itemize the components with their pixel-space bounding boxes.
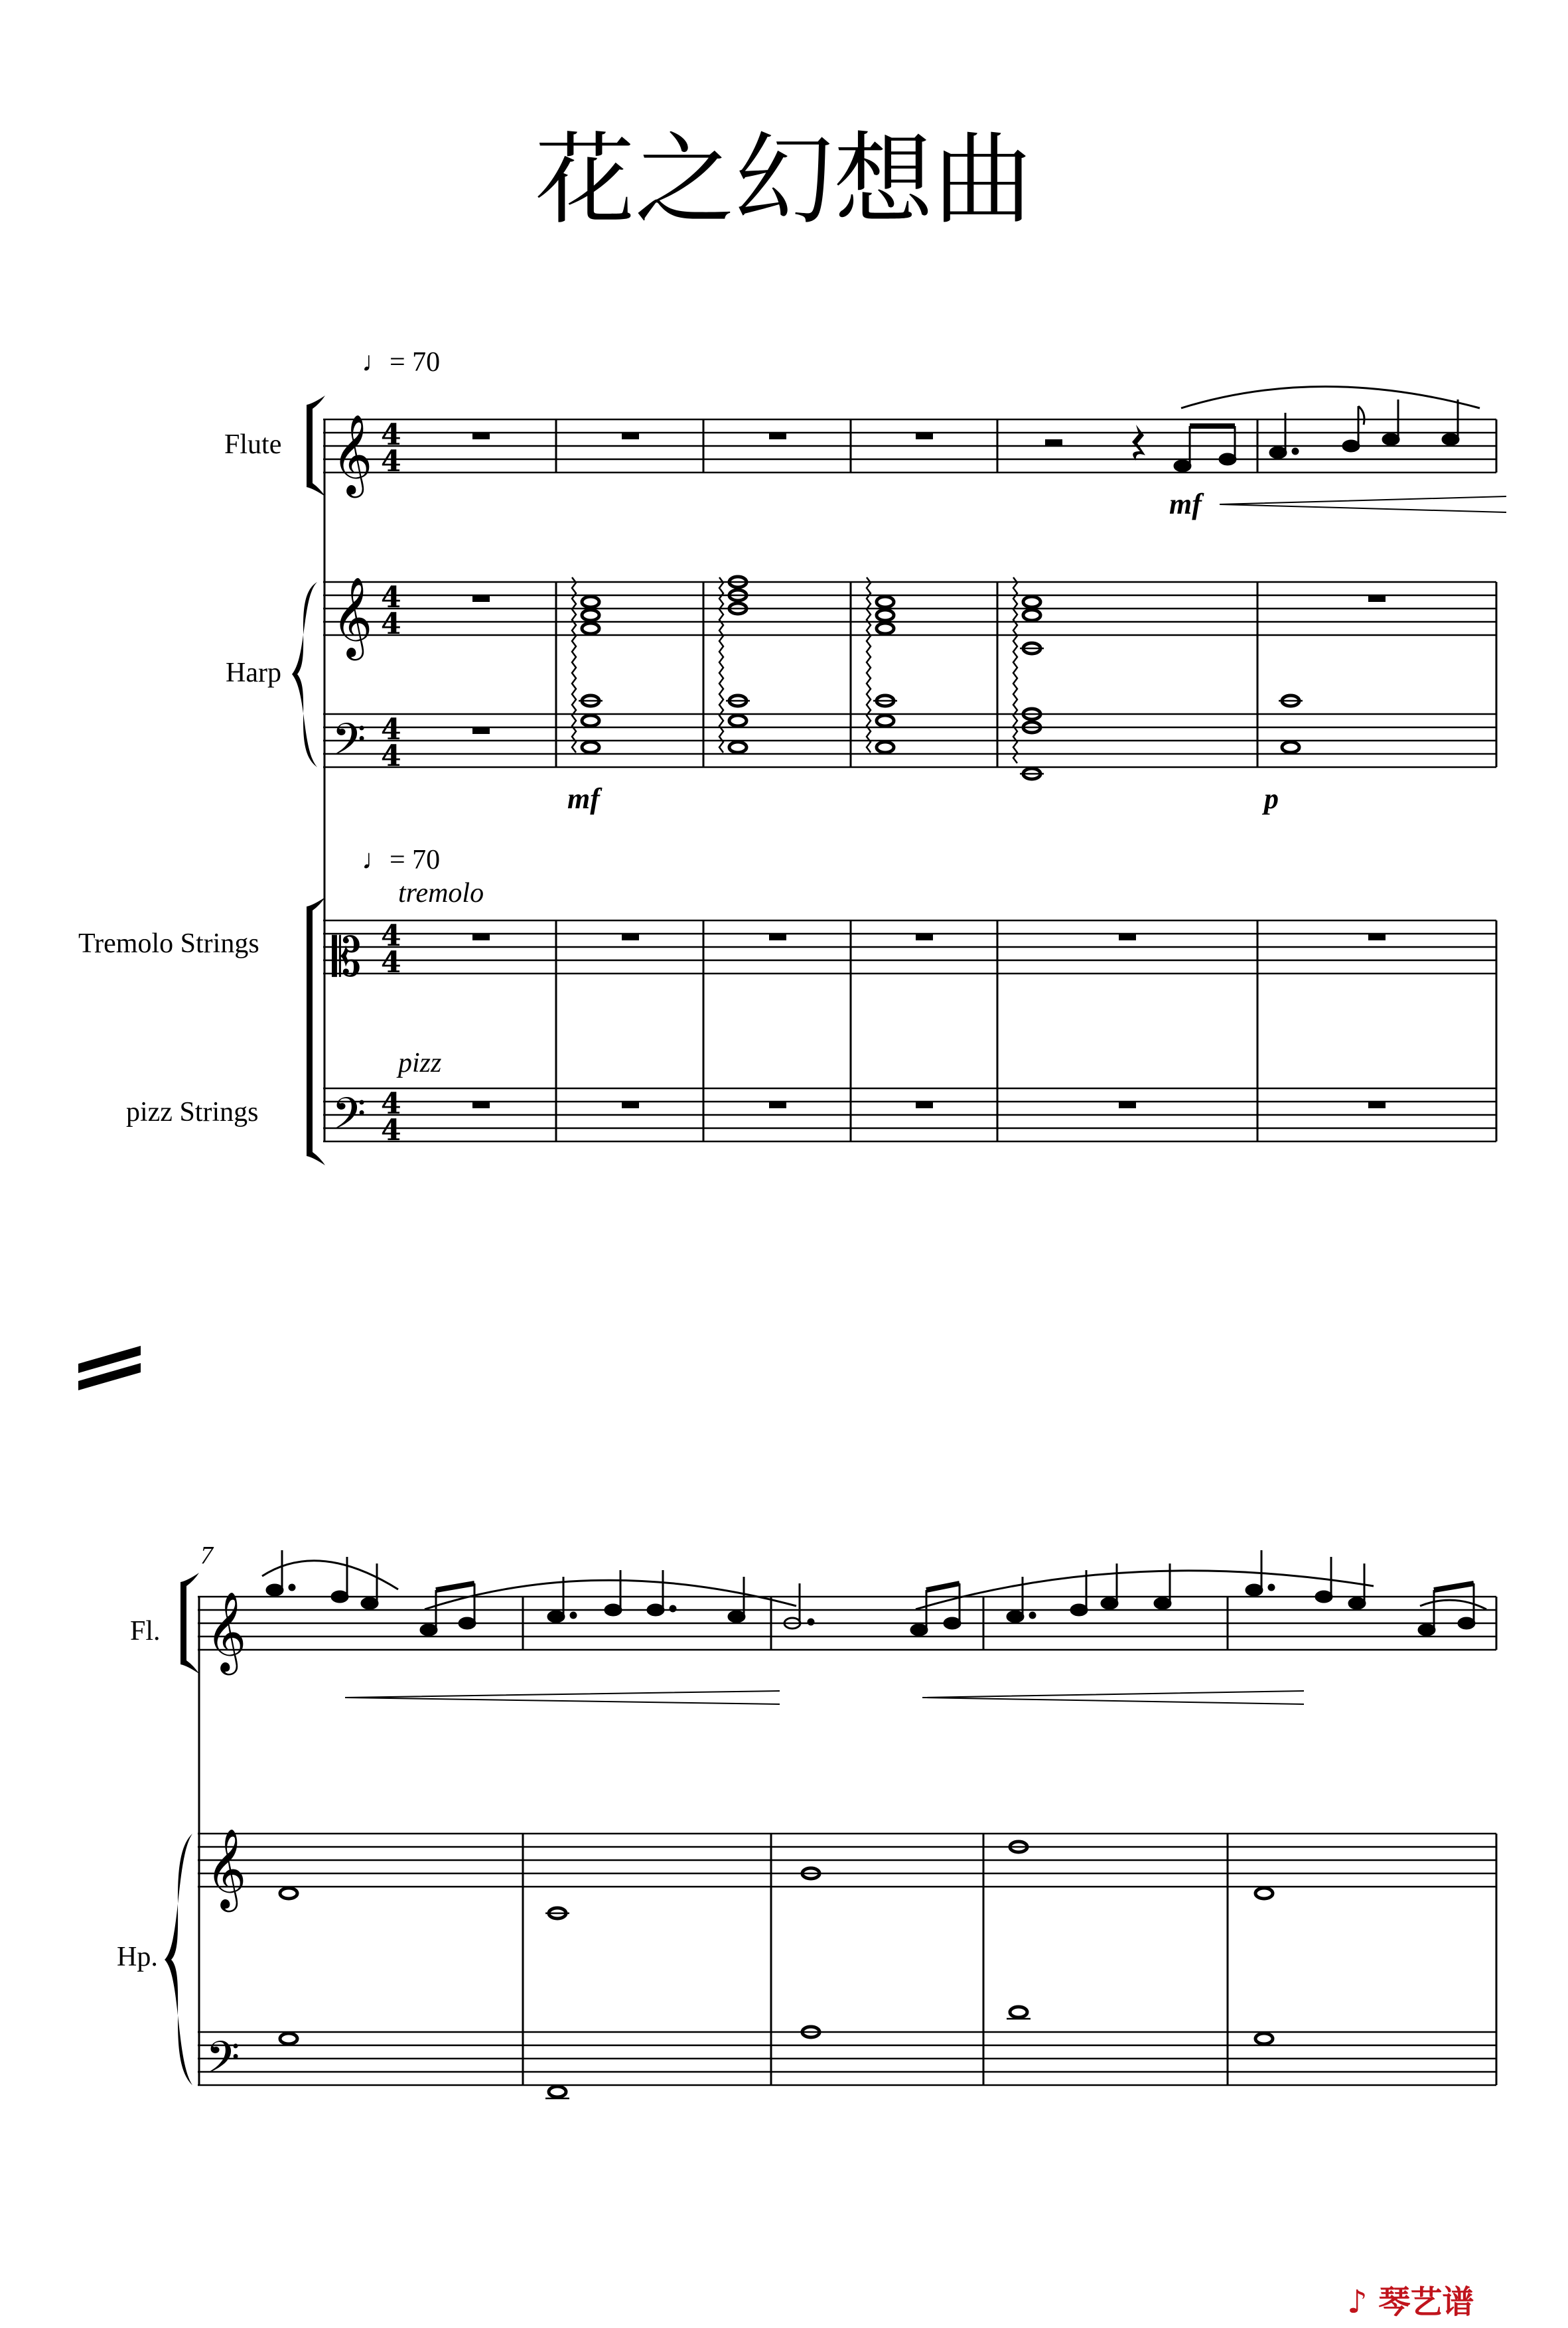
pizz-text: pizz bbox=[398, 1048, 442, 1078]
label-flute-short: Fl. bbox=[130, 1616, 161, 1646]
svg-text:𝄢: 𝄢 bbox=[332, 714, 366, 776]
svg-text:𝄡: 𝄡 bbox=[332, 926, 362, 988]
svg-text:4: 4 bbox=[381, 418, 401, 452]
svg-text:𝄞: 𝄞 bbox=[206, 1828, 247, 1909]
arpeggio-marks bbox=[572, 577, 1017, 763]
label-flute: Flute bbox=[224, 429, 282, 460]
label-harp-short: Hp. bbox=[117, 1942, 158, 1972]
tempo-marking-2: ♩= 70 bbox=[362, 845, 441, 875]
score-title: 花之幻想曲 bbox=[535, 123, 1033, 238]
clefs bbox=[206, 413, 372, 2094]
dynamic-p-harp: p bbox=[1264, 782, 1279, 815]
strings-barlines bbox=[556, 920, 1496, 1141]
svg-text:𝄞: 𝄞 bbox=[332, 576, 373, 657]
time-signatures bbox=[381, 418, 401, 1147]
harp-treble-staff-2 bbox=[198, 1834, 1496, 1887]
svg-text:𝄞: 𝄞 bbox=[206, 1591, 247, 1672]
svg-text:4: 4 bbox=[381, 739, 401, 773]
dynamic-mf-harp: mf bbox=[567, 782, 600, 815]
dynamic-mf-flute: mf bbox=[1169, 488, 1202, 520]
quarter-note-icon: ♩ bbox=[362, 347, 390, 378]
harp-brace-2 bbox=[165, 1834, 192, 2085]
svg-text:4: 4 bbox=[381, 445, 401, 478]
harp-treble-staff bbox=[323, 582, 1496, 635]
system-separator bbox=[78, 1346, 141, 1390]
measure-number: 7 bbox=[200, 1542, 213, 1569]
flute-melody-1 bbox=[1175, 387, 1506, 513]
harp-bass-staff-2 bbox=[198, 2032, 1496, 2085]
flute-staff bbox=[323, 419, 1496, 473]
svg-text:𝄢: 𝄢 bbox=[332, 1088, 366, 1150]
svg-text:4: 4 bbox=[381, 607, 401, 641]
flute-staff-2 bbox=[198, 1597, 1496, 1650]
svg-text:4: 4 bbox=[381, 946, 401, 980]
svg-text:4: 4 bbox=[381, 1087, 401, 1121]
label-pizz-strings: pizz Strings bbox=[126, 1097, 259, 1128]
label-harp: Harp bbox=[226, 658, 281, 688]
pizz-staff bbox=[323, 1088, 1496, 1141]
harp-chords bbox=[280, 577, 1299, 2097]
tempo-marking-1: ♩= 70 bbox=[362, 347, 441, 378]
svg-text:4: 4 bbox=[381, 713, 401, 747]
harp-bass-staff bbox=[323, 714, 1496, 767]
svg-text:𝄞: 𝄞 bbox=[332, 413, 373, 494]
harp-brace bbox=[292, 582, 317, 767]
label-tremolo-strings: Tremolo Strings bbox=[78, 928, 259, 959]
tremolo-staff bbox=[323, 920, 1496, 974]
svg-text:4: 4 bbox=[381, 581, 401, 615]
svg-text:4: 4 bbox=[381, 919, 401, 953]
ledger-lines bbox=[545, 648, 1303, 2098]
watermark-logo: ♪ 琴艺谱 bbox=[1347, 2284, 1474, 2321]
flute-melody-2 bbox=[262, 1550, 1486, 1704]
tremolo-text: tremolo bbox=[398, 878, 484, 909]
quarter-note-icon: ♩ bbox=[362, 845, 390, 875]
svg-text:4: 4 bbox=[381, 1114, 401, 1147]
logo-icon: ♪ bbox=[1347, 2284, 1368, 2321]
svg-text:𝄢: 𝄢 bbox=[206, 2032, 240, 2094]
